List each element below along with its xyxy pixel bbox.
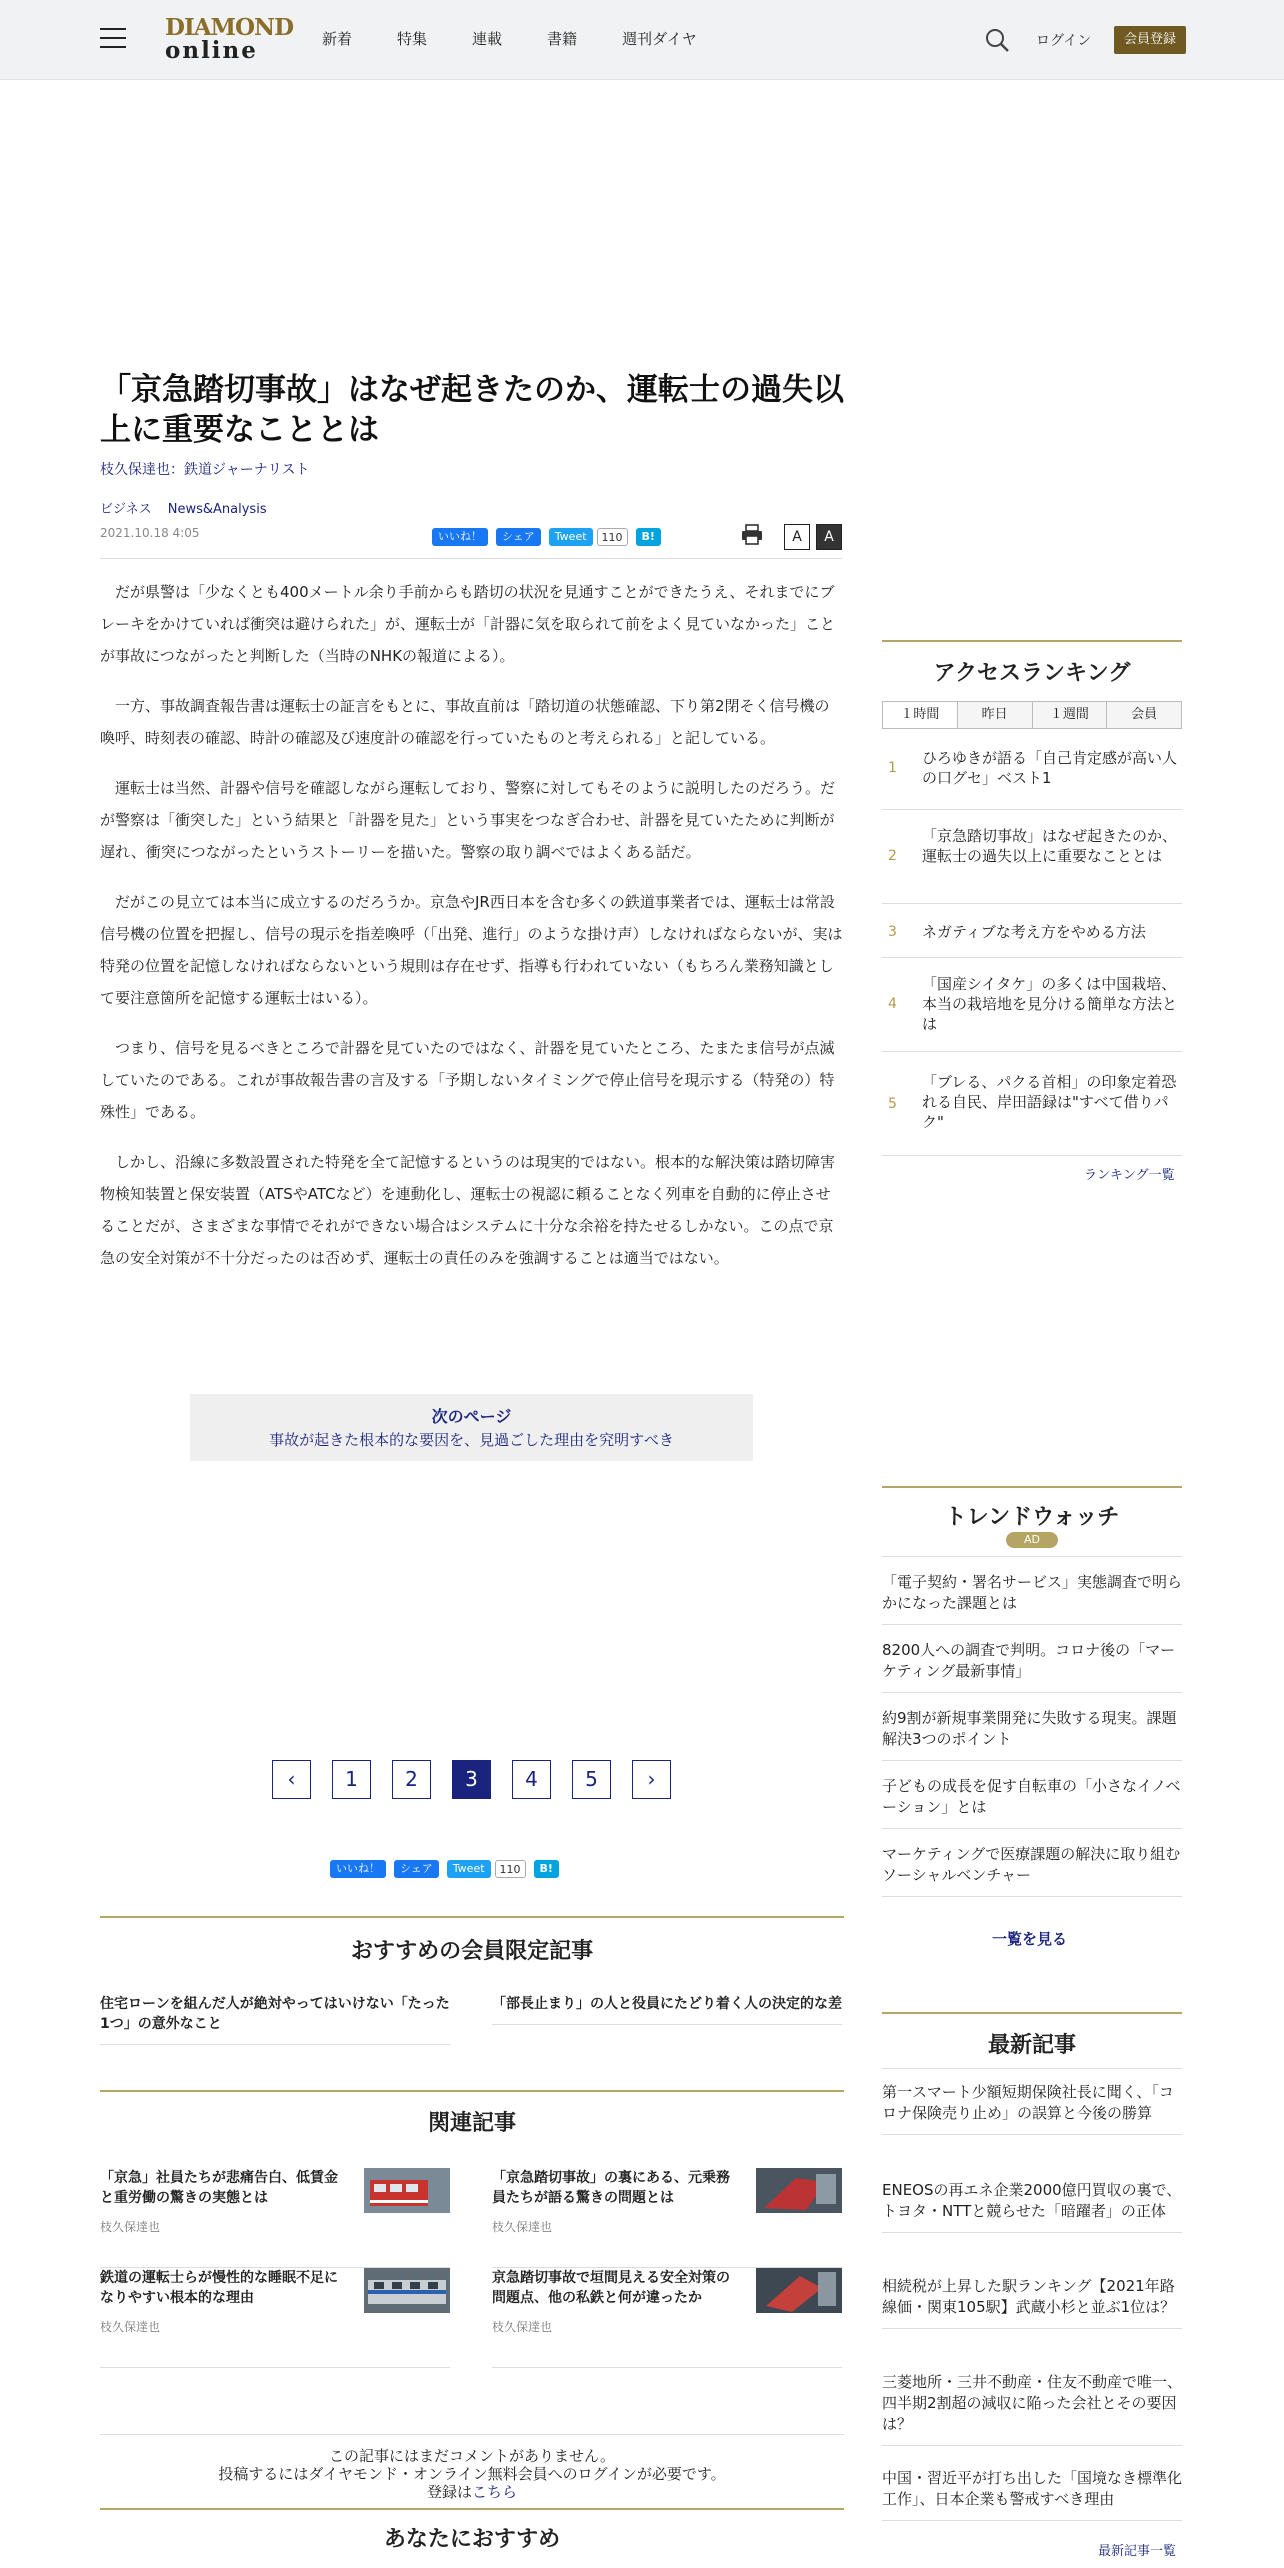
publish-date: 2021.10.18 4:05: [100, 526, 200, 540]
ranking-item[interactable]: [882, 904, 1182, 958]
comment-notice-line: 登録は: [426, 2483, 472, 2501]
ranking-item-title: 「京急踏切事故」はなぜ起きたのか、運転士の過失以上に重要なこととは: [922, 827, 1178, 865]
nav-item-weekly-diamond[interactable]: 週刊ダイヤ: [622, 30, 697, 48]
tab-1-week[interactable]: １週間: [1033, 702, 1108, 728]
hatena-bookmark-button[interactable]: B!: [636, 528, 661, 546]
next-page-title: 事故が起きた根本的な要因を、見過ごした理由を究明すべき: [269, 1431, 674, 1449]
facebook-share-button[interactable]: シェア: [394, 1860, 439, 1878]
print-icon[interactable]: [740, 524, 764, 546]
paragraph: しかし、沿線に多数設置された特発を全て記憶するというのは現実的ではない。根本的な解決策は踏切障害物検知装置と保安装置（ATSやATCなど）を連動化し、運転士の視認に頼ることなく列車を自動的に停止させることだが、さまざまな事情でそれができない場合はシステムに十分な余裕を持たせるしかない。この点で京急の安全対策が不十分だったのは否めず、運転士の責任のみを強調することは適当ではない。: [100, 1153, 836, 1267]
section-divider: [100, 2090, 844, 2092]
related-article-author: 枝久保達也: [100, 2220, 161, 2234]
register-button[interactable]: 会員登録: [1114, 26, 1186, 54]
register-here-link[interactable]: こちら: [472, 2483, 518, 2501]
login-link[interactable]: ログイン: [1036, 33, 1092, 49]
related-article[interactable]: [492, 2268, 842, 2368]
trend-item[interactable]: 「電子契約・署名サービス」実態調査で明らかになった課題とは: [882, 1572, 1182, 1625]
divider: [882, 1556, 1182, 1557]
related-section-title: 関連記事: [427, 2111, 516, 2136]
ranking-item[interactable]: [882, 958, 1182, 1052]
hamburger-menu-icon[interactable]: [100, 28, 126, 50]
recommended-section-title: おすすめの会員限定記事: [350, 1939, 594, 1964]
pagination: [272, 1760, 692, 1799]
ranking-item-title: 「国産シイタケ」の多くは中国栽培、本当の栽培地を見分ける簡単な方法とは: [922, 975, 1178, 1033]
nav-item-new[interactable]: 新着: [322, 30, 353, 48]
related-article[interactable]: [492, 2168, 842, 2268]
latest-article[interactable]: 相続税が上昇した駅ランキング【2021年路線価・関東105駅】武蔵小杉と並ぶ1位は？: [882, 2276, 1182, 2329]
section-divider: [100, 2508, 844, 2510]
train-thumbnail-image: [364, 2168, 450, 2213]
facebook-like-button[interactable]: いいね！: [330, 1860, 386, 1878]
latest-list-link[interactable]: 最新記事一覧: [1098, 2544, 1177, 2559]
comment-notice-line: 投稿するにはダイヤモンド・オンライン無料会員へのログインが必要です。: [218, 2465, 726, 2483]
ranking-item[interactable]: [882, 810, 1182, 904]
related-article-title: 京急踏切事故で垣間見える安全対策の問題点、他の私鉄と何が違ったか: [492, 2270, 730, 2306]
related-article-author: 枝久保達也: [100, 2320, 161, 2334]
facebook-like-button[interactable]: いいね！: [432, 528, 488, 546]
rank-number: 4: [888, 996, 897, 1012]
related-article[interactable]: [100, 2168, 450, 2268]
related-article-author: 枝久保達也: [492, 2220, 553, 2234]
category-business[interactable]: ビジネス: [100, 502, 152, 517]
ad-badge: AD: [1006, 1532, 1058, 1548]
next-page-label: 次のページ: [431, 1407, 512, 1426]
paragraph: つまり、信号を見るべきところで計器を見ていたのではなく、計器を見ていたところ、たまたま信号が点滅していたのである。これが事故報告書の言及する「予期しないタイミングで停止信号を現示する（特発の）特殊性」である。: [100, 1039, 835, 1121]
latest-article[interactable]: 中国・習近平が打ち出した「国境なき標準化工作」、日本企業も警戒すべき理由: [882, 2468, 1182, 2521]
section-divider: [882, 1486, 1182, 1488]
divider: [882, 2068, 1182, 2069]
tweet-count: 110: [495, 1860, 526, 1878]
section-divider: [100, 1916, 844, 1918]
trend-item[interactable]: マーケティングで医療課題の解決に取り組むソーシャルベンチャー: [882, 1844, 1182, 1897]
font-size-large-button[interactable]: A: [816, 524, 842, 550]
share-bar-bottom: [330, 1860, 567, 1878]
trend-list-link[interactable]: 一覧を見る: [992, 1930, 1068, 1948]
category-news-analysis[interactable]: News&Analysis: [167, 502, 267, 517]
article-body: [100, 576, 844, 1292]
paragraph: 一方、事故調査報告書は運転士の証言をもとに、事故直前は「踏切道の状態確認、下り第2閉そく信号機の喚呼、時刻表の確認、時計の確認及び速度計の確認を行っていたものと考えられる」と記している。: [100, 697, 830, 747]
latest-article[interactable]: 第一スマート少額短期保険社長に聞く、「コロナ保険売り止め」の誤算と今後の勝算: [882, 2082, 1182, 2135]
prev-page-button[interactable]: ‹: [272, 1760, 311, 1799]
ad-slot-top: [100, 80, 844, 360]
nav-item-series[interactable]: 連載: [472, 30, 503, 48]
trend-item[interactable]: 子どもの成長を促す自転車の「小さなイノベーション」とは: [882, 1776, 1182, 1829]
author-byline[interactable]: 枝久保達也：鉄道ジャーナリスト: [100, 462, 310, 478]
tweet-count: 110: [597, 528, 628, 546]
site-header: [0, 0, 1284, 80]
recommended-article[interactable]: 住宅ローンを組んだ人が絶対やってはいけない「たった1つ」の意外なこと: [100, 1994, 450, 2045]
ranking-title: アクセスランキング: [933, 661, 1131, 686]
paragraph: だが県警は「少なくとも400メートル余り手前からも踏切の状況を見通すことができたうえ、それまでにブレーキをかけていれば衝突は避けられた」が、運転士が「計器に気を取られて前をよく見ていなかった」ことが事故につながったと判断した（当時のNHKの報道による）。: [100, 583, 836, 665]
page-3-button[interactable]: 3: [452, 1760, 491, 1799]
trend-watch-title: トレンドウォッチ: [944, 1505, 1120, 1530]
next-page-button[interactable]: ›: [632, 1760, 671, 1799]
comment-notice: [100, 2434, 844, 2501]
ranking-item[interactable]: [882, 742, 1182, 810]
related-article-title: 鉄道の運転士らが慢性的な睡眠不足になりやすい根本的な理由: [100, 2270, 338, 2306]
ranking-item[interactable]: [882, 1052, 1182, 1156]
rank-number: 2: [888, 848, 897, 864]
related-article-author: 枝久保達也: [492, 2320, 553, 2334]
related-article-title: 「京急踏切事故」の裏にある、元乗務員たちが語る驚きの問題とは: [492, 2170, 730, 2206]
category-tags: [100, 498, 279, 517]
latest-article[interactable]: 三菱地所・三井不動産・住友不動産で唯一、四半期2割超の減収に陥った会社とその要因は？: [882, 2372, 1182, 2446]
accident-thumbnail-image: [756, 2168, 842, 2213]
tweet-button[interactable]: Tweet: [447, 1860, 491, 1878]
paragraph: だがこの見立ては本当に成立するのだろうか。京急やJR西日本を含む多くの鉄道事業者では、運転士は常設信号機の位置を把握し、信号の現示を指差喚呼（「出発、進行」のような掛け声）しなければならないが、実は特発の位置を記憶しなければならないという規則は存在せず、指導も行われていない（もちろん業務知識として要注意箇所を記憶する運転士はいる）。: [100, 893, 843, 1007]
page-2-button[interactable]: 2: [392, 1760, 431, 1799]
rank-number: 5: [888, 1096, 897, 1112]
hatena-bookmark-button[interactable]: B!: [534, 1860, 559, 1878]
latest-articles-title: 最新記事: [987, 2033, 1076, 2058]
latest-article[interactable]: ENEOSの再エネ企業2000億円買収の裏で、トヨタ・NTTと競らせた「暗躍者」の正体: [882, 2180, 1182, 2233]
paragraph: 運転士は当然、計器や信号を確認しながら運転しており、警察に対してもそのように説明したのだろう。だが警察は「衝突した」という結果と「計器を見た」という事実をつなぎ合わせ、計器を見ていたために判断が遅れ、衝突につながったというストーリーを描いた。警察の取り調べではよくある話だ。: [100, 779, 836, 861]
ranking-list-link[interactable]: ランキング一覧: [1084, 1168, 1175, 1183]
comment-notice-line: この記事にはまだコメントがありません。: [329, 2447, 615, 2465]
trend-item[interactable]: 約9割が新規事業開発に失敗する現実。課題解決3つのポイント: [882, 1708, 1182, 1761]
next-page-box[interactable]: [190, 1394, 753, 1461]
section-divider: [882, 640, 1182, 642]
tab-members[interactable]: 会員: [1131, 707, 1158, 722]
page-4-button[interactable]: 4: [512, 1760, 551, 1799]
font-size-small-button[interactable]: A: [784, 524, 810, 550]
accident-thumbnail-image: [756, 2268, 842, 2313]
page-5-button[interactable]: 5: [572, 1760, 611, 1799]
related-article-title: 「京急」社員たちが悲痛告白、低賃金と重労働の驚きの実態とは: [100, 2170, 338, 2206]
article-title: 「京急踏切事故」はなぜ起きたのか、運転士の過失以上に重要なこととは: [100, 372, 844, 448]
divider: [100, 558, 842, 559]
ranking-item-title: 「ブレる、パクる首相」の印象定着恐れる自民、岸田語録は"すべて借りパク": [922, 1073, 1177, 1131]
site-logo[interactable]: DIAMOND online: [165, 14, 294, 64]
related-article[interactable]: [100, 2268, 450, 2368]
tab-1-hour[interactable]: １時間: [883, 702, 958, 728]
nav-item-books[interactable]: 書籍: [547, 30, 578, 48]
rank-number: 3: [888, 924, 897, 940]
ranking-item-title: ひろゆきが語る「自己肯定感が高い人の口グセ」ベスト1: [922, 749, 1178, 787]
rank-number: 1: [888, 760, 897, 776]
tweet-button[interactable]: Tweet: [549, 528, 593, 546]
ranking-tabs: [882, 701, 1182, 729]
share-bar-top: [432, 528, 669, 546]
ranking-item-title: ネガティブな考え方をやめる方法: [922, 923, 1146, 941]
search-icon[interactable]: [984, 27, 1010, 53]
recommended-article[interactable]: 「部長止まり」の人と役員にたどり着く人の決定的な差: [492, 1994, 842, 2025]
facebook-share-button[interactable]: シェア: [496, 528, 541, 546]
page-1-button[interactable]: 1: [332, 1760, 371, 1799]
section-divider: [882, 2012, 1182, 2014]
for-you-section-title: あなたにおすすめ: [383, 2527, 561, 2552]
nav-item-features[interactable]: 特集: [397, 30, 428, 48]
train-thumbnail-image: [364, 2268, 450, 2313]
trend-item[interactable]: 8200人への調査で判明。コロナ後の「マーケティング最新事情」: [882, 1640, 1182, 1693]
main-nav: [322, 28, 742, 49]
tab-yesterday[interactable]: 昨日: [958, 702, 1033, 728]
